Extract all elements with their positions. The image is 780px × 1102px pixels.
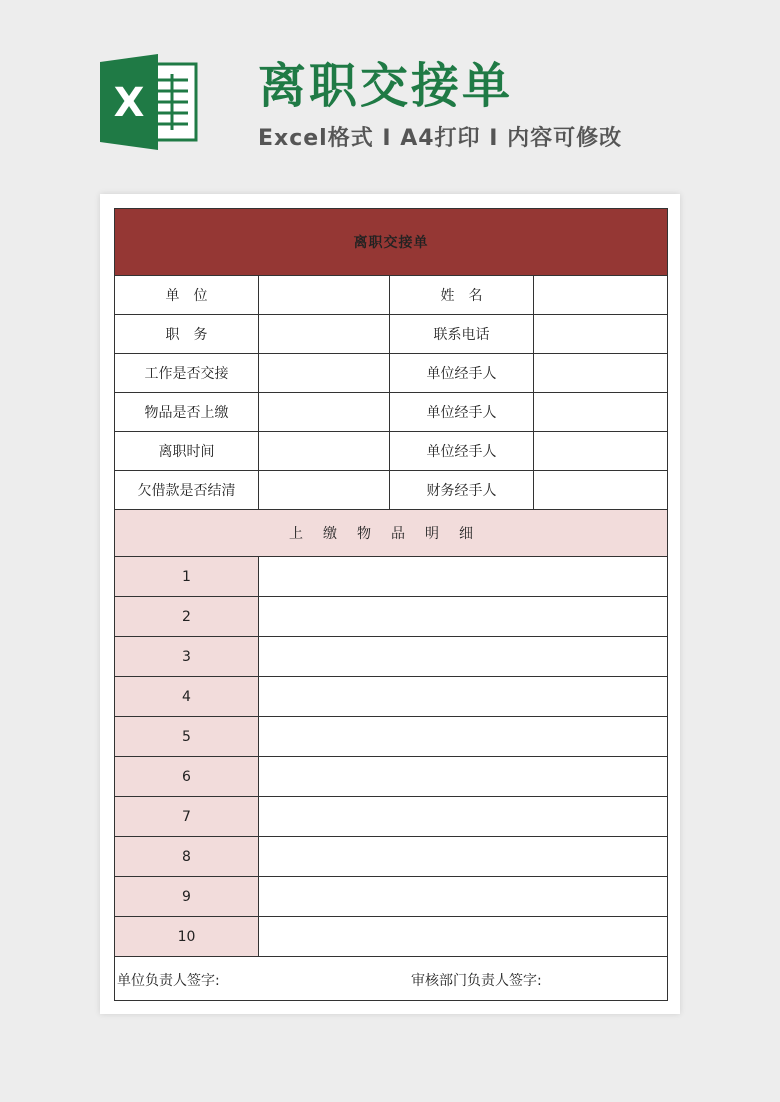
item-number: 4 <box>115 677 259 717</box>
handover-form-table <box>114 208 668 1001</box>
info-label-left: 物品是否上缴 <box>115 393 259 432</box>
excel-logo-icon <box>100 54 200 150</box>
info-value-cell[interactable] <box>259 432 390 471</box>
info-row <box>115 276 668 315</box>
info-value-cell[interactable] <box>534 315 668 354</box>
item-row <box>115 597 668 637</box>
info-label-right: 单位经手人 <box>390 432 534 471</box>
info-label-left: 离职时间 <box>115 432 259 471</box>
unit-head-signature-label: 单位负责人签字: <box>117 973 220 989</box>
item-row <box>115 677 668 717</box>
page-subtitle: Excel格式 I A4打印 I 内容可修改 <box>258 126 623 151</box>
info-value-cell[interactable] <box>259 354 390 393</box>
info-label-right: 财务经手人 <box>390 471 534 510</box>
item-number: 8 <box>115 837 259 877</box>
signature-row <box>115 957 668 1001</box>
info-label-right: 单位经手人 <box>390 354 534 393</box>
form-title-row <box>115 209 668 276</box>
info-label-left: 欠借款是否结清 <box>115 471 259 510</box>
info-label-left: 工作是否交接 <box>115 354 259 393</box>
info-row <box>115 432 668 471</box>
document-sheet <box>100 194 680 1014</box>
info-label-left: 职 务 <box>115 315 259 354</box>
item-detail-cell[interactable] <box>259 597 668 637</box>
item-row <box>115 837 668 877</box>
excel-logo-letter: X <box>113 80 145 126</box>
info-row <box>115 471 668 510</box>
item-detail-cell[interactable] <box>259 637 668 677</box>
item-detail-cell[interactable] <box>259 717 668 757</box>
item-number: 1 <box>115 557 259 597</box>
section-title: 上缴物品明细 <box>115 510 668 557</box>
info-value-cell[interactable] <box>259 315 390 354</box>
page-title: 离职交接单 <box>258 58 514 114</box>
audit-head-signature-label: 审核部门负责人签字: <box>411 973 542 989</box>
item-detail-cell[interactable] <box>259 557 668 597</box>
item-number: 10 <box>115 917 259 957</box>
item-detail-cell[interactable] <box>259 677 668 717</box>
info-value-cell[interactable] <box>259 393 390 432</box>
info-row <box>115 315 668 354</box>
section-header-row <box>115 510 668 557</box>
item-row <box>115 877 668 917</box>
page-header <box>0 0 780 190</box>
info-value-cell[interactable] <box>534 393 668 432</box>
signature-cell[interactable] <box>115 957 668 1001</box>
info-value-cell[interactable] <box>534 471 668 510</box>
item-row <box>115 717 668 757</box>
item-detail-cell[interactable] <box>259 917 668 957</box>
info-value-cell[interactable] <box>259 276 390 315</box>
item-number: 9 <box>115 877 259 917</box>
item-number: 5 <box>115 717 259 757</box>
info-value-cell[interactable] <box>534 276 668 315</box>
info-row <box>115 354 668 393</box>
item-row <box>115 557 668 597</box>
item-detail-cell[interactable] <box>259 877 668 917</box>
form-title: 离职交接单 <box>115 209 668 276</box>
info-label-left: 单 位 <box>115 276 259 315</box>
info-value-cell[interactable] <box>534 432 668 471</box>
item-number: 2 <box>115 597 259 637</box>
info-label-right: 姓 名 <box>390 276 534 315</box>
item-row <box>115 917 668 957</box>
item-number: 3 <box>115 637 259 677</box>
info-value-cell[interactable] <box>259 471 390 510</box>
item-number: 6 <box>115 757 259 797</box>
item-detail-cell[interactable] <box>259 837 668 877</box>
item-row <box>115 797 668 837</box>
info-label-right: 联系电话 <box>390 315 534 354</box>
info-row <box>115 393 668 432</box>
item-row <box>115 757 668 797</box>
info-label-right: 单位经手人 <box>390 393 534 432</box>
item-number: 7 <box>115 797 259 837</box>
item-row <box>115 637 668 677</box>
item-detail-cell[interactable] <box>259 797 668 837</box>
info-value-cell[interactable] <box>534 354 668 393</box>
item-detail-cell[interactable] <box>259 757 668 797</box>
